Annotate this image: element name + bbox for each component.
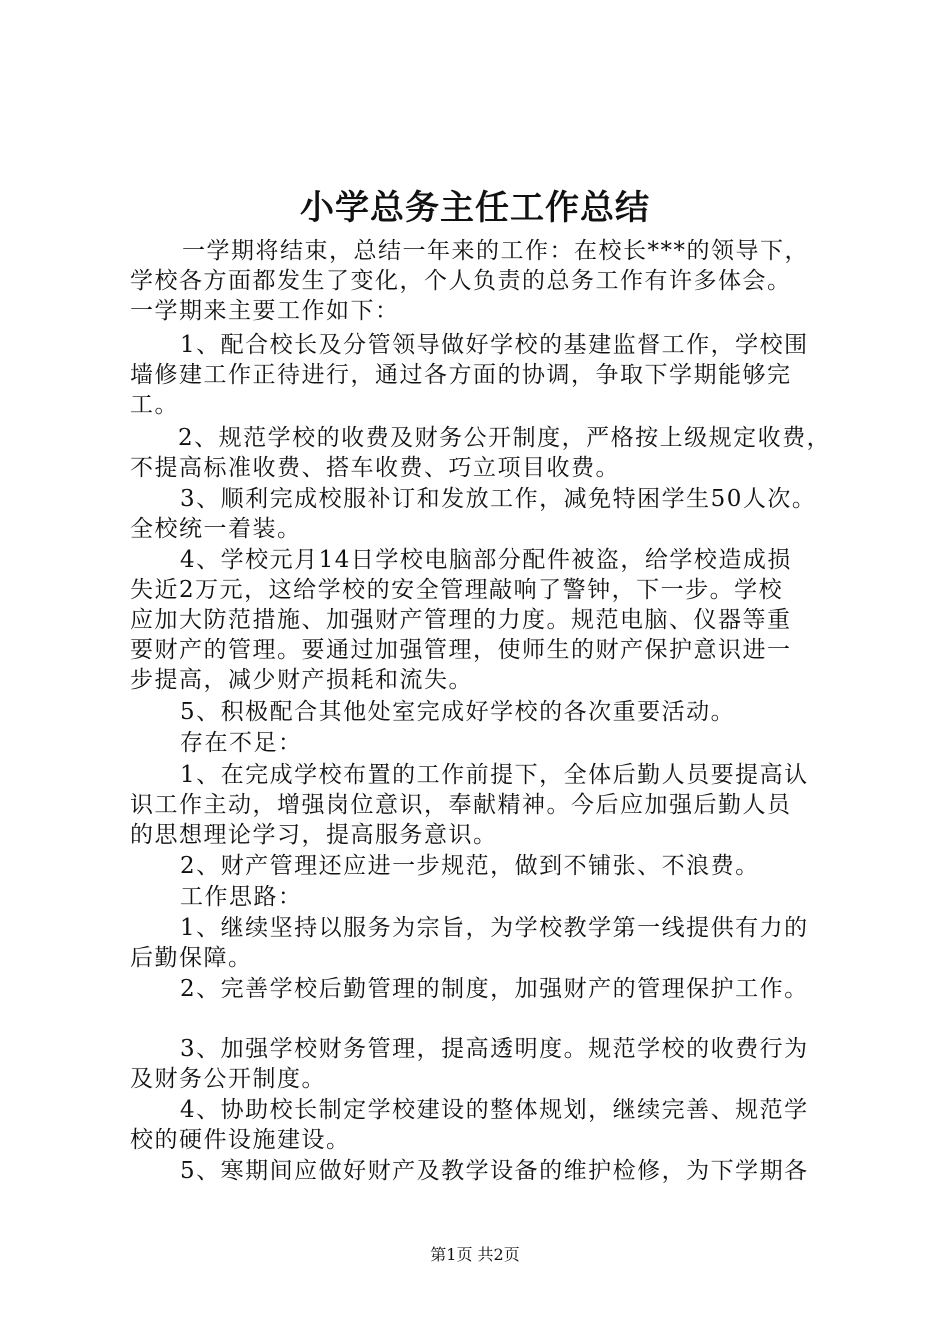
body-line: 工。 [130,392,179,418]
body-line: 4、协助校长制定学校建设的整体规划，继续完善、规范学 [180,1097,809,1123]
body-line: 失近2万元，这给学校的安全管理敲响了警钟，下一步。学校 [130,577,784,603]
body-line: 1、配合校长及分管领导做好学校的基建监督工作，学校围 [180,332,809,358]
page-footer: 第1页 共2页 [430,1245,520,1264]
document-title: 小学总务主任工作总结 [300,188,650,228]
body-line: 一学期来主要工作如下： [130,298,400,324]
body-line: 一学期将结束，总结一年来的工作：在校长***的领导下， [182,238,809,264]
body-line: 工作思路： [180,884,303,910]
body-line: 不提高标准收费、搭车收费、巧立项目收费。 [130,455,620,481]
body-line: 2、规范学校的收费及财务公开制度，严格按上级规定收费， [178,425,832,451]
body-line: 2、财产管理还应进一步规范，做到不铺张、不浪费。 [180,853,760,879]
body-line: 及财务公开制度。 [130,1066,326,1092]
body-line: 4、学校元月14日学校电脑部分配件被盗，给学校造成损 [180,547,792,573]
body-line: 墙修建工作正待进行，通过各方面的协调，争取下学期能够完 [130,362,792,388]
body-line: 5、寒期间应做好财产及教学设备的维护检修，为下学期各 [180,1158,809,1184]
body-line: 步提高，减少财产损耗和流失。 [130,667,473,693]
body-line: 存在不足： [180,730,303,756]
body-line: 1、在完成学校布置的工作前提下，全体后勤人员要提高认 [180,762,809,788]
body-line: 识工作主动，增强岗位意识，奉献精神。今后应加强后勤人员 [130,792,792,818]
body-line: 校的硬件设施建设。 [130,1127,351,1153]
body-line: 学校各方面都发生了变化，个人负责的总务工作有许多体会。 [130,268,792,294]
body-line: 要财产的管理。要通过加强管理，使师生的财产保护意识进一 [130,637,792,663]
body-line: 后勤保障。 [130,945,253,971]
body-line: 2、完善学校后勤管理的制度，加强财产的管理保护工作。 [180,976,809,1002]
body-line: 5、积极配合其他处室完成好学校的各次重要活动。 [180,699,736,725]
body-line: 3、加强学校财务管理，提高透明度。规范学校的收费行为 [180,1036,809,1062]
body-line: 1、继续坚持以服务为宗旨，为学校教学第一线提供有力的 [180,915,809,941]
body-line: 的思想理论学习，提高服务意识。 [130,822,498,848]
body-line: 3、顺利完成校服补订和发放工作，减免特困学生50人次。 [180,486,817,512]
body-line: 全校统一着装。 [130,516,302,542]
body-line: 应加大防范措施、加强财产管理的力度。规范电脑、仪器等重 [130,607,792,633]
